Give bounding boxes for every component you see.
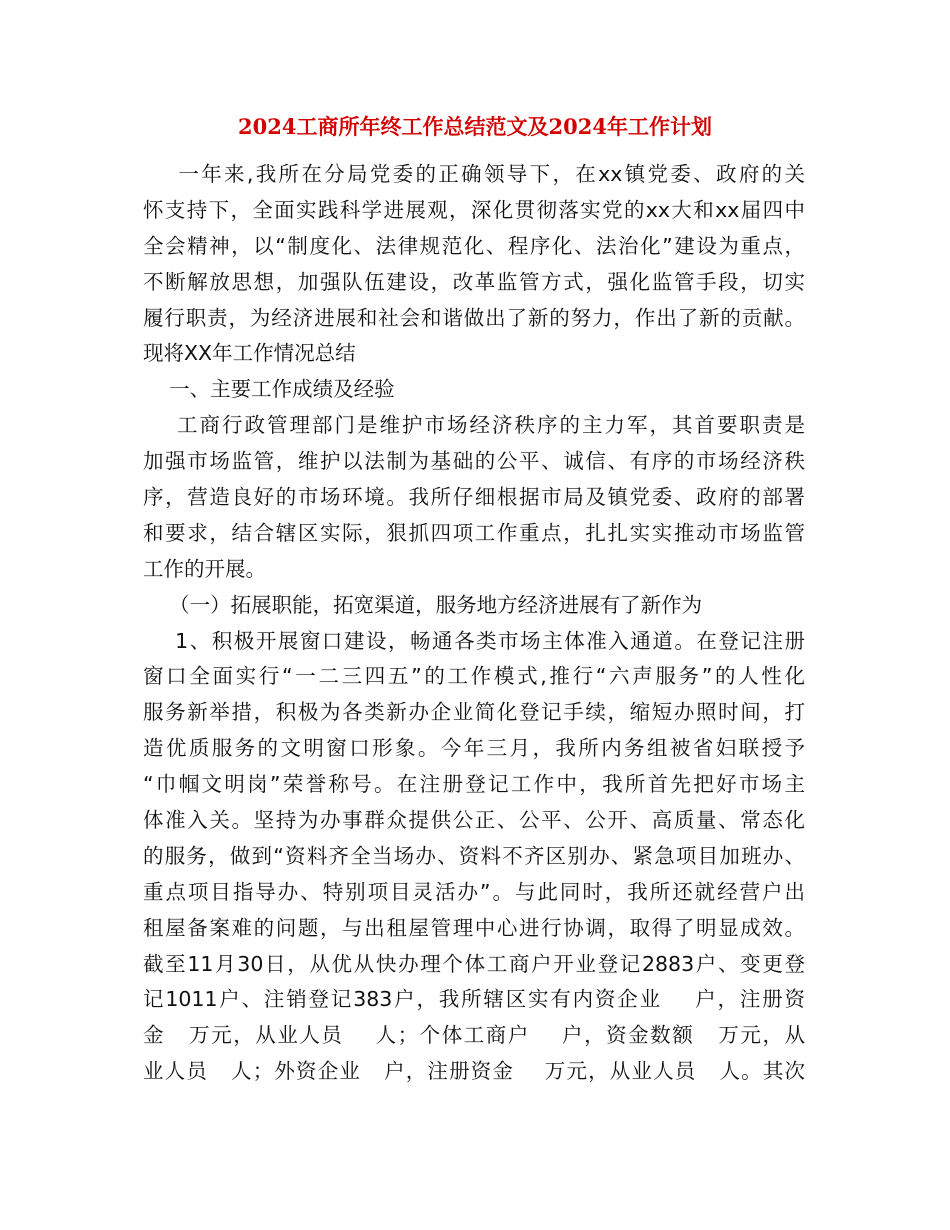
body-line: 一、主要工作成绩及经验 bbox=[143, 377, 395, 402]
body-line: 履行职责，为经济进展和社会和谐做出了新的努力，作出了新的贡献。 bbox=[143, 305, 805, 330]
body-line: 服务新举措，积极为各类新办企业简化登记手续，缩短办照时间，打 bbox=[143, 700, 805, 725]
body-line: （一）拓展职能，拓宽渠道，服务地方经济进展有了新作为 bbox=[143, 592, 703, 617]
body-line: 工作的开展。 bbox=[143, 556, 266, 581]
body-line: 截至11月30日，从优从快办理个体工商户开业登记2883户、变更登 bbox=[143, 951, 805, 976]
body-line: 怀支持下，全面实践科学进展观，深化贯彻落实党的xx大和xx届四中 bbox=[143, 197, 805, 222]
body-line: 1、积极开展窗口建设，畅通各类市场主体准入通道。在登记注册 bbox=[143, 628, 805, 653]
document-body bbox=[143, 157, 805, 1090]
body-line: 全会精神，以“制度化、法律规范化、程序化、法治化”建设为重点， bbox=[143, 233, 805, 258]
body-line: “巾帼文明岗”荣誉称号。在注册登记工作中，我所首先把好市场主 bbox=[143, 772, 805, 797]
body-line: 业人员 人；外资企业 户，注册资金 万元，从业人员 人。其次 bbox=[143, 1059, 805, 1084]
body-line: 加强市场监管，维护以法制为基础的公平、诚信、有序的市场经济秩 bbox=[143, 449, 805, 474]
body-line: 一年来,我所在分局党委的正确领导下，在xx镇党委、政府的关 bbox=[143, 162, 805, 186]
body-line: 和要求，结合辖区实际，狠抓四项工作重点，扎扎实实推动市场监管 bbox=[143, 520, 805, 545]
body-line: 现将XX年工作情况总结 bbox=[143, 341, 356, 366]
body-line: 记1011户、注销登记383户，我所辖区实有内资企业 户，注册资 bbox=[143, 987, 805, 1012]
document-title: 2024工商所年终工作总结范文及2024年工作计划 bbox=[238, 114, 712, 139]
body-line: 序，营造良好的市场环境。我所仔细根据市局及镇党委、政府的部署 bbox=[143, 485, 805, 510]
body-line: 的服务，做到“资料齐全当场办、资料不齐区别办、紧急项目加班办、 bbox=[143, 843, 805, 868]
body-line: 不断解放思想，加强队伍建设，改革监管方式，强化监管手段，切实 bbox=[143, 269, 805, 294]
body-line: 体准入关。坚持为办事群众提供公正、公平、公开、高质量、常态化 bbox=[143, 808, 805, 833]
body-line: 租屋备案难的问题，与出租屋管理中心进行协调，取得了明显成效。 bbox=[143, 915, 805, 940]
body-line: 金 万元，从业人员 人；个体工商户 户，资金数额 万元，从 bbox=[143, 1023, 805, 1048]
body-line: 造优质服务的文明窗口形象。今年三月，我所内务组被省妇联授予 bbox=[143, 736, 805, 761]
body-line: 工商行政管理部门是维护市场经济秩序的主力军，其首要职责是 bbox=[143, 413, 805, 438]
body-line: 重点项目指导办、特别项目灵活办”。与此同时，我所还就经营户出 bbox=[143, 879, 805, 904]
body-line: 窗口全面实行“一二三四五”的工作模式,推行“六声服务”的人性化 bbox=[143, 664, 805, 689]
